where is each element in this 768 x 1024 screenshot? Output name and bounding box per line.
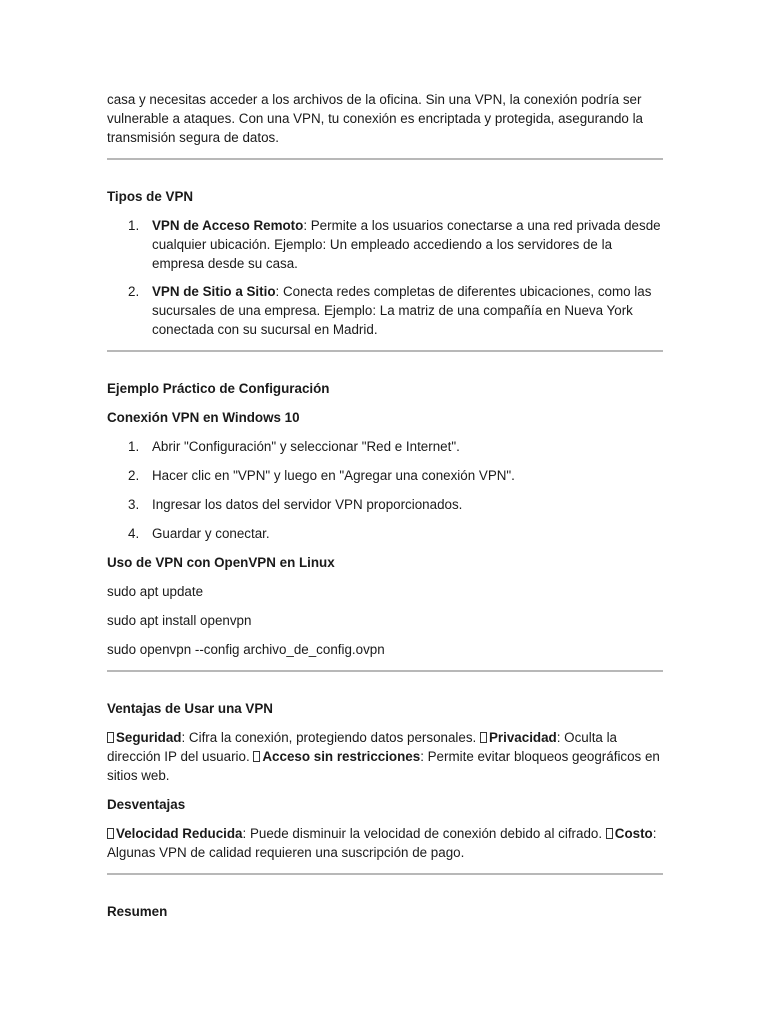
- subheading-linux: Uso de VPN con OpenVPN en Linux: [107, 555, 335, 570]
- term-seguridad: Seguridad: [116, 730, 182, 745]
- list-item: [107, 466, 663, 485]
- list-text: Abrir "Configuración" y seleccionar "Red e Internet".: [152, 439, 460, 454]
- list-text: : Conecta redes completas de diferentes ubicaciones, como las sucursales de una empresa. Ejemplo: La matriz de una compañía en Nueva York conectada con su sucursal en Madrid.: [152, 284, 652, 337]
- list-item: [107, 216, 663, 273]
- command-line: sudo apt install openvpn: [107, 613, 252, 628]
- text-costo: : Algunas VPN de calidad requieren una suscripción de pago.: [107, 826, 657, 860]
- list-item: [107, 437, 663, 456]
- list-text: : Permite a los usuarios conectarse a una red privada desde cualquier ubicación. Ejemplo: Un empleado accediendo a los servidores de la empresa desde su casa.: [152, 218, 661, 271]
- section-heading-tipos: Tipos de VPN: [107, 189, 194, 204]
- list-text: Guardar y conectar.: [152, 526, 270, 541]
- missing-glyph-icon: [107, 828, 114, 839]
- text-seguridad: : Cifra la conexión, protegiendo datos personales.: [181, 730, 480, 745]
- divider: [107, 158, 663, 160]
- desventajas-paragraph: [107, 824, 663, 862]
- list-term: VPN de Acceso Remoto: [152, 218, 304, 233]
- list-number: 1.: [128, 218, 140, 233]
- term-velocidad: Velocidad Reducida: [116, 826, 243, 841]
- list-number: 4.: [128, 526, 140, 541]
- missing-glyph-icon: [107, 732, 114, 743]
- command-line: sudo openvpn --config archivo_de_config.ovpn: [107, 642, 385, 657]
- command-line: sudo apt update: [107, 584, 204, 599]
- list-number: 2.: [128, 284, 140, 299]
- list-item: [107, 495, 663, 514]
- intro-paragraph: casa y necesitas acceder a los archivos de la oficina. Sin una VPN, la conexión podría ser vulnerable a ataques. Con una VPN, tu conexión es encriptada y protegida, asegurando la transmisión segura de datos.: [107, 92, 643, 145]
- list-text: Hacer clic en "VPN" y luego en "Agregar una conexión VPN".: [152, 468, 515, 483]
- ventajas-paragraph: [107, 728, 663, 785]
- divider: [107, 350, 663, 352]
- list-number: 3.: [128, 497, 140, 512]
- section-heading-config: Ejemplo Práctico de Configuración: [107, 381, 330, 396]
- section-heading-desventajas: Desventajas: [107, 797, 186, 812]
- missing-glyph-icon: [606, 828, 613, 839]
- missing-glyph-icon: [253, 751, 260, 762]
- term-acceso: Acceso sin restricciones: [262, 749, 421, 764]
- document-page: [107, 90, 663, 921]
- text-acceso: : Permite evitar bloqueos geográficos en sitios web.: [107, 749, 660, 783]
- list-text: Ingresar los datos del servidor VPN proporcionados.: [152, 497, 463, 512]
- list-item: [107, 282, 663, 339]
- list-number: 2.: [128, 468, 140, 483]
- section-heading-ventajas: Ventajas de Usar una VPN: [107, 701, 273, 716]
- text-velocidad: : Puede disminuir la velocidad de conexión debido al cifrado.: [242, 826, 606, 841]
- windows-steps-list: [107, 437, 663, 543]
- subheading-windows: Conexión VPN en Windows 10: [107, 410, 300, 425]
- missing-glyph-icon: [480, 732, 487, 743]
- term-privacidad: Privacidad: [488, 730, 557, 745]
- divider: [107, 873, 663, 875]
- list-number: 1.: [128, 439, 140, 454]
- term-costo: Costo: [614, 826, 653, 841]
- tipos-list: [107, 216, 663, 339]
- section-heading-resumen: Resumen: [107, 904, 168, 919]
- list-term: VPN de Sitio a Sitio: [152, 284, 276, 299]
- list-item: [107, 524, 663, 543]
- text-privacidad: : Oculta la dirección IP del usuario.: [107, 730, 618, 764]
- divider: [107, 670, 663, 672]
